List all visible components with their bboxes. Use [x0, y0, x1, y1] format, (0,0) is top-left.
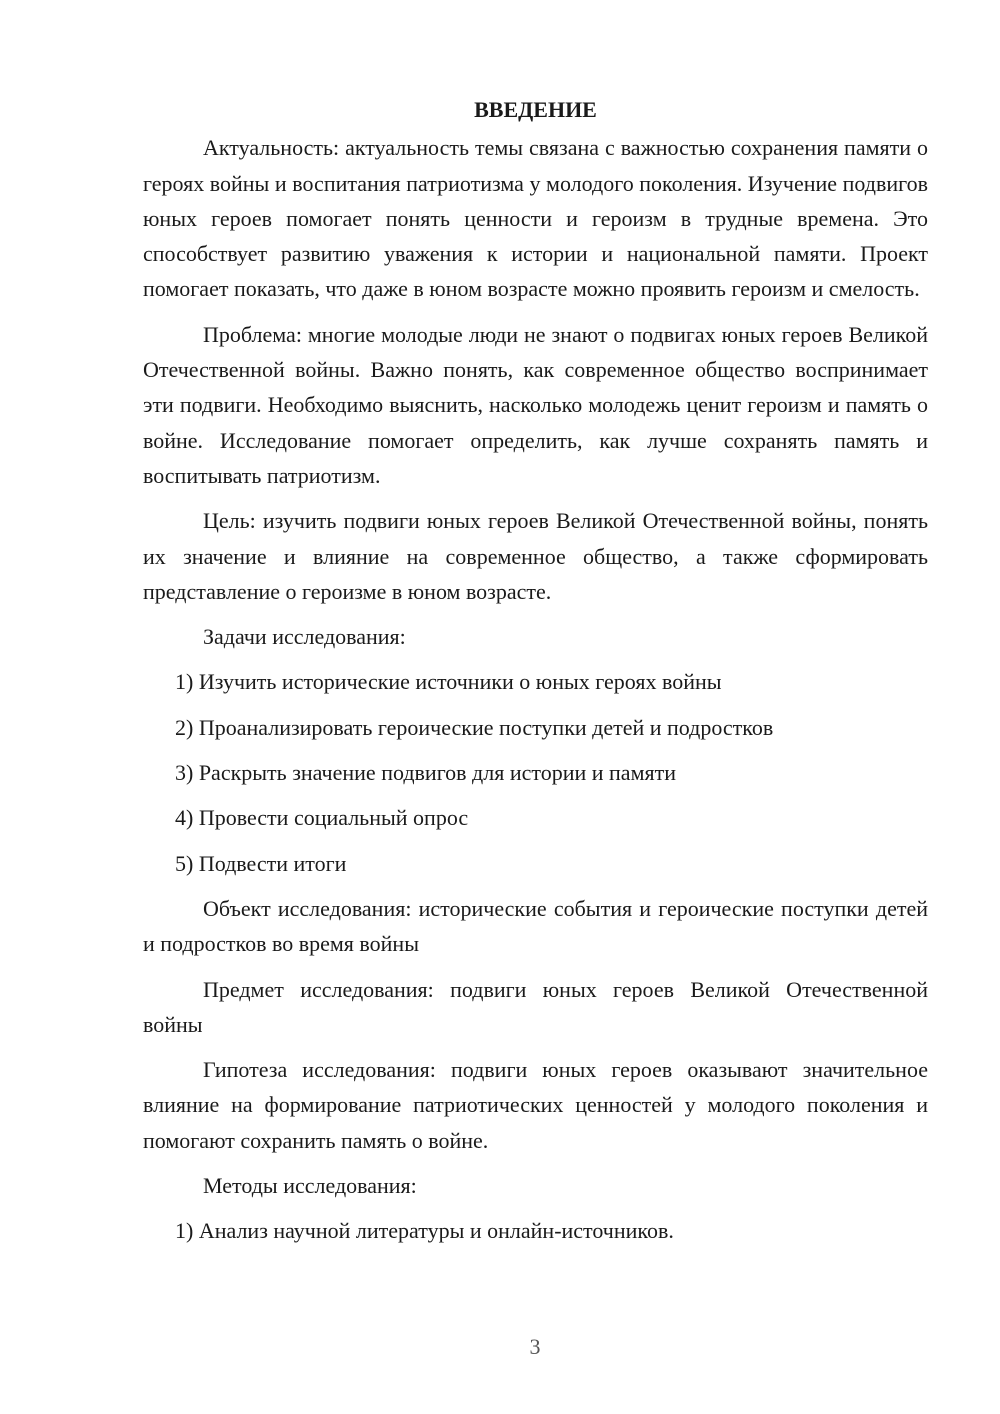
page-content [143, 92, 928, 1249]
relevance-paragraph: Актуальность: актуальность темы связана с важностью сохранения памяти о героях войны и воспитания патриотизма у молодого поколения. Изучение подвигов юных героев помогает понять ценности и героизм в трудные времена. Это способствует развитию уважения к истории и национальной памяти. Проект помогает показать, что даже в юном возрасте можно проявить героизм и смелость. [143, 135, 928, 302]
page-number: 3 [529, 1334, 541, 1359]
list-item: 2) Проанализировать героические поступки детей и подростков [175, 714, 774, 740]
list-item: 1) Изучить исторические источники о юных героях войны [175, 669, 722, 695]
problem-paragraph: Проблема: многие молодые люди не знают о подвигах юных героев Великой Отечественной войны. Важно понять, как современное общество воспринимает эти подвиги. Необходимо выяснить, насколько молодежь ценит героизм и память о войне. Исследование помогает определить, как лучше сохранять память и воспитывать патриотизм. [143, 321, 928, 488]
object-paragraph: Объект исследования: исторические события и героические поступки детей и подростков во время войны [143, 895, 928, 957]
page-title: ВВЕДЕНИЕ [474, 97, 597, 122]
list-item: 5) Подвести итоги [175, 850, 347, 876]
list-item: 4) Провести социальный опрос [175, 805, 469, 831]
goal-paragraph: Цель: изучить подвиги юных героев Великой Отечественной войны, понять их значение и влияние на современное общество, а также сформировать представление о героизме в юном возрасте. [143, 508, 928, 604]
hypothesis-paragraph: Гипотеза исследования: подвиги юных героев оказывают значительное влияние на формирование патриотических ценностей у молодого поколения и помогают сохранить память о войне. [143, 1057, 928, 1153]
list-item: 1) Анализ научной литературы и онлайн-источников. [175, 1218, 674, 1244]
methods-list [143, 1213, 928, 1248]
tasks-heading: Задачи исследования: [203, 624, 406, 650]
methods-heading: Методы исследования: [203, 1173, 417, 1199]
subject-paragraph: Предмет исследования: подвиги юных героев Великой Отечественной войны [143, 976, 928, 1037]
list-item: 3) Раскрыть значение подвигов для истории и памяти [175, 760, 676, 786]
tasks-list [143, 664, 928, 880]
